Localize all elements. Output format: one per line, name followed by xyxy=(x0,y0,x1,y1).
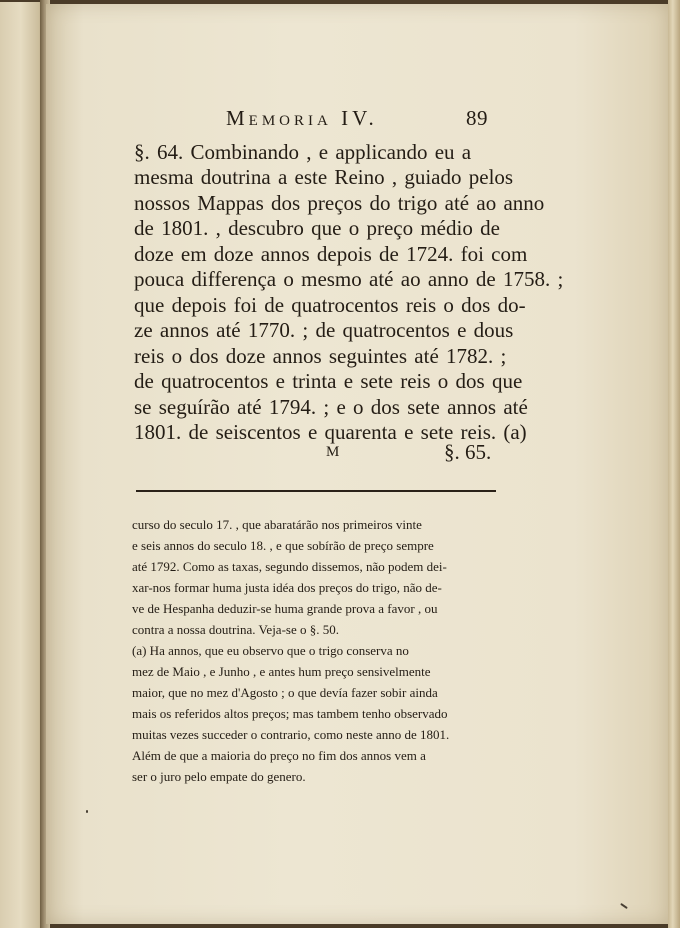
footnote-line: Além de que a maioria do preço no fim dos annos vem a xyxy=(132,748,426,763)
footnote-line: muitas vezes succeder o contrario, como neste anno de 1801. xyxy=(132,727,450,742)
signature-mark: M xyxy=(326,444,340,460)
catchword: §. 65. xyxy=(444,440,492,464)
body-line: de quatrocentos e trinta e sete reis o dos que xyxy=(134,369,523,393)
body-line: pouca differença o mesmo até ao anno de 1758. ; xyxy=(134,267,564,291)
footnote-line: xar-nos formar huma justa idéa dos preços do trigo, não de- xyxy=(132,580,442,595)
body-line: se seguírão até 1794. ; e o dos sete annos até xyxy=(134,395,528,419)
footnote-line: ve de Hespanha deduzir-se huma grande prova a favor , ou xyxy=(132,601,438,616)
body-line: que depois foi de quatrocentos reis o dos do- xyxy=(134,293,526,317)
body-line: reis o dos doze annos seguintes até 1782. ; xyxy=(134,344,507,368)
footnote-rule xyxy=(136,490,496,492)
body-line: §. 64. Combinando , e applicando eu a xyxy=(134,140,472,164)
footnote-line: mez de Maio , e Junho , e antes hum preço sensivelmente xyxy=(132,664,431,679)
page-fore-edge xyxy=(668,0,680,928)
body-line: ze annos até 1770. ; de quatrocentos e dous xyxy=(134,318,514,342)
running-head xyxy=(226,106,488,131)
body-line: 1801. de seiscentos e quarenta e sete reis. (a) xyxy=(134,420,527,444)
body-line: nossos Mappas dos preços do trigo até ao anno xyxy=(134,191,545,215)
page-number: 89 xyxy=(466,106,488,130)
running-head-title: Memoria IV. xyxy=(226,106,378,130)
footnote-line: (a) Ha annos, que eu observo que o trigo conserva no xyxy=(132,643,409,658)
footnote-line: e seis annos do seculo 18. , e que sobírão de preço sempre xyxy=(132,538,434,553)
body-line: mesma doutrina a este Reino , guiado pelos xyxy=(134,165,514,189)
footnote-line: maior, que no mez d'Agosto ; o que devía fazer sobir ainda xyxy=(132,685,438,700)
footnote-line: contra a nossa doutrina. Veja-se o §. 50. xyxy=(132,622,339,637)
footnote-line: curso do seculo 17. , que abaratárão nos primeiros vinte xyxy=(132,517,422,532)
body-line: doze em doze annos depois de 1724. foi com xyxy=(134,242,528,266)
ink-speck xyxy=(86,810,88,813)
footnote-line: mais os referidos altos preços; mas tambem tenho observado xyxy=(132,706,448,721)
body-line: de 1801. , descubro que o preço médio de xyxy=(134,216,500,240)
footnote-line: até 1792. Como as taxas, segundo dissemos, não podem dei- xyxy=(132,559,447,574)
footnote-line: ser o juro pelo empate do genero. xyxy=(132,769,306,784)
